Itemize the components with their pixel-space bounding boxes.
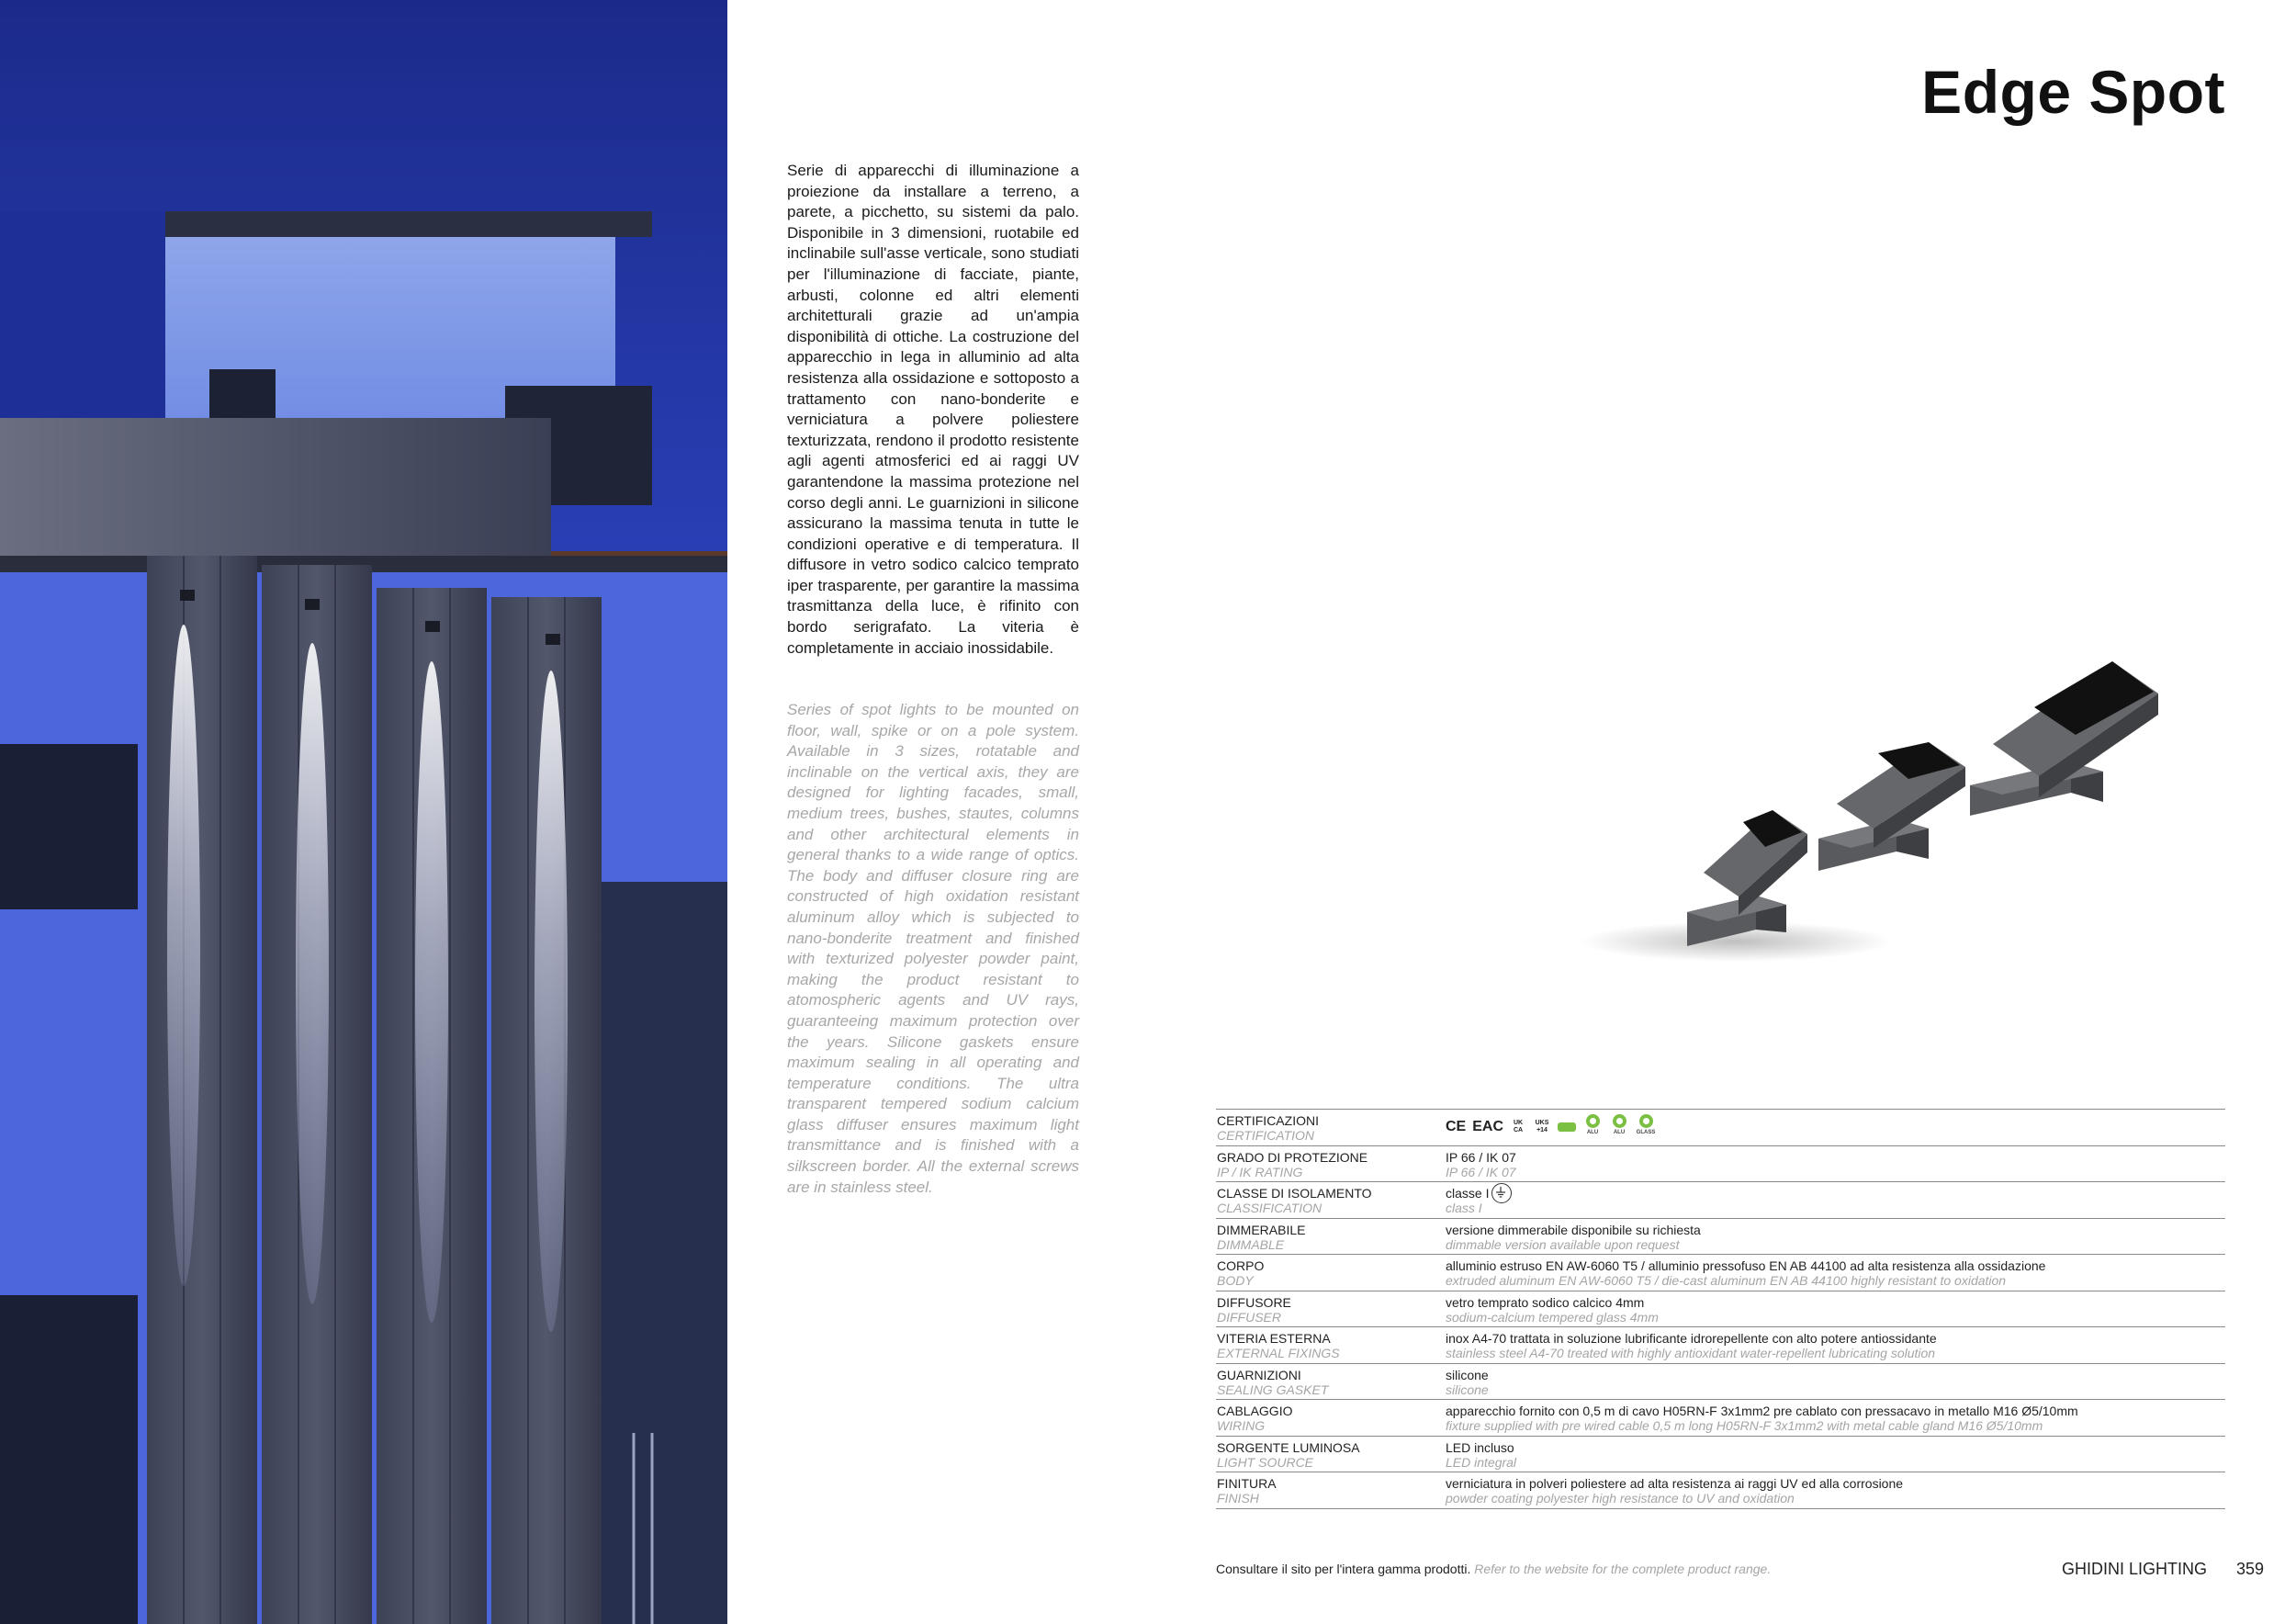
spec-value-en: silicone xyxy=(1446,1382,1489,1397)
spec-row-ip-rating xyxy=(1216,1146,2225,1183)
spec-value-en: fixture supplied with pre wired cable 0,5 m long H05RN-F 3x1mm2 with metal cable gland M16 Ø5/10mm xyxy=(1446,1418,2043,1433)
spec-value-en: class I xyxy=(1446,1201,1482,1215)
spec-label-en: SEALING GASKET xyxy=(1217,1382,1329,1397)
spec-label: VITERIA ESTERNA xyxy=(1217,1331,1331,1346)
spec-value: inox A4-70 trattata in soluzione lubrificante idrorepellente con alto potere antiossidante xyxy=(1446,1331,1937,1346)
spec-label-en: LIGHT SOURCE xyxy=(1217,1454,1314,1470)
spec-label: GRADO DI PROTEZIONE xyxy=(1217,1149,1368,1165)
spec-label-en: IP / IK RATING xyxy=(1217,1164,1303,1179)
page-title: Edge Spot xyxy=(1921,58,2225,126)
spec-label-en: DIMMABLE xyxy=(1217,1236,1285,1252)
spec-label: CLASSE DI ISOLAMENTO xyxy=(1217,1186,1372,1201)
recycle-alu-icon: ALU xyxy=(1582,1114,1603,1140)
facade-photo xyxy=(0,0,727,1624)
spec-value: apparecchio fornito con 0,5 m di cavo H05RN-F 3x1mm2 pre cablato con pressacavo in metallo M16 Ø5/10mm xyxy=(1446,1404,2078,1418)
battery-icon xyxy=(1558,1122,1576,1132)
spec-value-en: LED integral xyxy=(1446,1454,1517,1470)
footer-note-en: Refer to the website for the complete product range. xyxy=(1474,1562,1772,1576)
ce-mark-icon: CE xyxy=(1446,1119,1467,1134)
spec-label-en: CERTIFICATION xyxy=(1217,1128,1315,1143)
spec-label-en: BODY xyxy=(1217,1273,1254,1288)
spec-row-dimmable xyxy=(1216,1219,2225,1256)
spec-row-certifications xyxy=(1216,1110,2225,1146)
brand-name: GHIDINI LIGHTING xyxy=(2062,1560,2208,1578)
certification-marks xyxy=(1446,1114,1656,1140)
facade-illustration xyxy=(0,0,727,1624)
spec-row-external-fixings xyxy=(1216,1327,2225,1364)
spec-label-en: DIFFUSER xyxy=(1217,1309,1281,1325)
spec-value: LED incluso xyxy=(1446,1439,1514,1455)
spec-label: SORGENTE LUMINOSA xyxy=(1217,1439,1360,1455)
spec-value: vetro temprato sodico calcico 4mm xyxy=(1446,1294,1645,1310)
spec-value-en: dimmable version available upon request xyxy=(1446,1236,1680,1252)
spec-value-en: sodium-calcium tempered glass 4mm xyxy=(1446,1309,1659,1325)
uks-mark-icon: UKS +14 xyxy=(1535,1120,1549,1133)
spot-medium xyxy=(1818,742,1965,871)
spec-label: CERTIFICAZIONI xyxy=(1217,1113,1319,1128)
spec-value: IP 66 / IK 07 xyxy=(1446,1149,1516,1165)
spec-value-en: powder coating polyester high resistance to UV and oxidation xyxy=(1446,1491,1795,1506)
spec-row-finish xyxy=(1216,1472,2225,1509)
eac-mark-icon: EAC xyxy=(1472,1119,1504,1134)
product-image xyxy=(1561,625,2223,992)
spec-label: CABLAGGIO xyxy=(1217,1404,1293,1418)
spec-value-en: extruded aluminum EN AW-6060 T5 / die-cast aluminum EN AB 44100 highly resistant to oxidation xyxy=(1446,1273,2007,1288)
footer-note-it: Consultare il sito per l'intera gamma prodotti. xyxy=(1216,1562,1471,1576)
ukca-mark-icon: UK CA xyxy=(1513,1120,1524,1133)
spec-row-wiring xyxy=(1216,1400,2225,1437)
spec-label: DIFFUSORE xyxy=(1217,1294,1291,1310)
earth-ground-icon xyxy=(1491,1183,1512,1203)
description-english: Series of spot lights to be mounted on floor, wall, spike or on a pole system. Available in 3 sizes, rotatable and inclinable on the vertical axis, they are designed for lighting facades, small, medium trees, bushes, stautes, columns and other architectural elements in general thanks to a wide range of optics. The body and diffuser closure ring are constructed of high oxidation resistant aluminum alloy which is subjected to nano-bonderite treatment and finished with texturized polyester powder paint, making the product resistant to atomospheric agents and UV rays, guaranteeing maximum protection over the years. Silicone gaskets ensure maximum sealing in all operating and temperature conditions. The ultra transparent tempered sodium calcium glass diffuser ensures maximum light transmittance and is finished with a silkscreen border. All the external screws are in stainless steel. xyxy=(787,701,1079,1196)
spec-row-classification xyxy=(1216,1182,2225,1219)
spec-label-en: CLASSIFICATION xyxy=(1217,1201,1322,1215)
spec-value: versione dimmerabile disponibile su richiesta xyxy=(1446,1222,1701,1237)
spec-label-en: FINISH xyxy=(1217,1491,1259,1506)
spec-label-en: WIRING xyxy=(1217,1418,1266,1433)
spec-label: GUARNIZIONI xyxy=(1217,1367,1301,1382)
spot-large xyxy=(1970,661,2158,816)
spec-value: verniciatura in polveri poliestere ad alta resistenza ai raggi UV ed alla corrosione xyxy=(1446,1476,1904,1491)
description-italian: Serie di apparecchi di illuminazione a proiezione da installare a terreno, a parete, a picchetto, su sistemi da palo. Disponibile in 3 dimensioni, ruotabile ed inclinabile sull'asse verticale, sono studiati per l'illuminazione di facciate, piante, arbusti, colonne ed altri elementi architetturali grazie ad un'ampia disponibilità di ottiche. La costruzione del apparecchio in lega in alluminio ad alta resistenza alla ossidazione e sottoposto a trattamento con nano-bonderite e verniciatura a polvere poliestere texturizzata, rendono il prodotto resistente agli agenti atmosferici ed ai raggi UV garantendone la massima protezione nel corso degli anni. Le guarnizioni in silicone assicurano la massima tenuta in tutte le condizioni operative e di temperatura. Il diffusore in vetro sodico calcico temprato iper trasparente, per garantire la massima trasmittanza della luce, è rifinito con bordo serigrafato. La viteria è completamente in acciaio inossidabile. xyxy=(787,162,1079,657)
spec-value-en: IP 66 / IK 07 xyxy=(1446,1164,1516,1179)
spec-value-en: stainless steel A4-70 treated with highly antioxidant water-repellent lubricating solution xyxy=(1446,1346,1936,1360)
spec-label: FINITURA xyxy=(1217,1476,1277,1491)
spec-row-diffuser xyxy=(1216,1291,2225,1328)
spec-value: classe I xyxy=(1446,1186,1489,1201)
recycle-alu-icon: ALU xyxy=(1609,1114,1629,1140)
spec-value: alluminio estruso EN AW-6060 T5 / alluminio pressofuso EN AB 44100 ad alta resistenza alla ossidazione xyxy=(1446,1258,2046,1273)
spec-row-sealing-gasket xyxy=(1216,1364,2225,1401)
spec-label: DIMMERABILE xyxy=(1217,1222,1306,1237)
spec-table xyxy=(1216,1109,2225,1509)
spec-value: silicone xyxy=(1446,1367,1489,1382)
spec-row-light-source xyxy=(1216,1437,2225,1473)
spec-label: CORPO xyxy=(1217,1258,1265,1273)
spec-row-body xyxy=(1216,1255,2225,1291)
recycle-glass-icon: GLASS xyxy=(1636,1114,1656,1140)
footer-note xyxy=(1216,1562,1771,1576)
spec-label-en: EXTERNAL FIXINGS xyxy=(1217,1346,1340,1360)
page-number: 359 xyxy=(2236,1560,2265,1578)
